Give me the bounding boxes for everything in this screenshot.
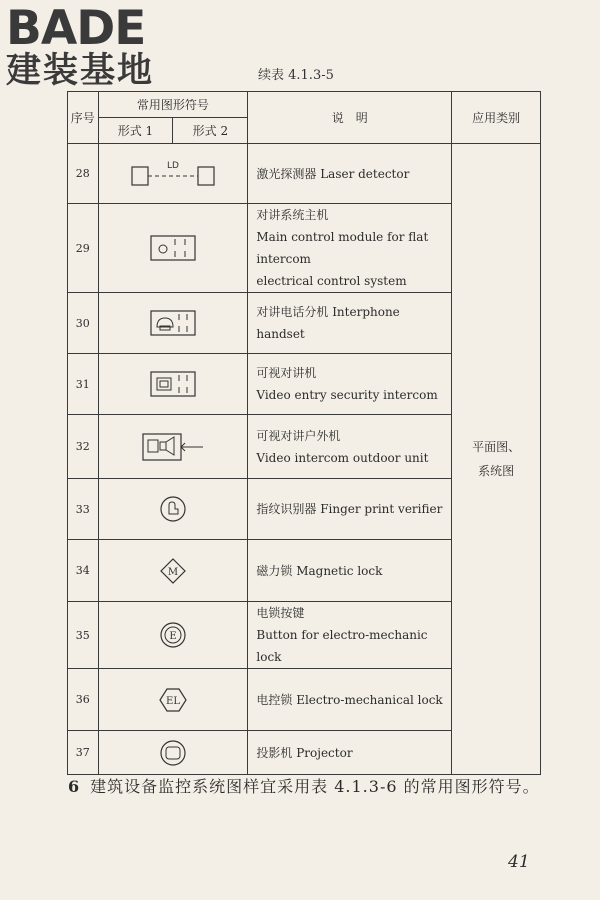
- page-number: 41: [508, 852, 530, 872]
- row-desc: 对讲电话分机 Interphone handset: [256, 305, 400, 341]
- row-number: 32: [68, 415, 99, 479]
- row-desc: 投影机 Projector: [256, 745, 353, 760]
- electro-mechanical-lock-icon: [157, 685, 189, 715]
- electro-lock-button-icon: [158, 620, 188, 650]
- laser-detector-label: LD: [166, 160, 179, 171]
- logo-text-en: BADE: [6, 1, 146, 56]
- magnetic-lock-label: M: [167, 566, 179, 578]
- category-cell: [452, 144, 541, 775]
- row-desc: 电锁按键: [256, 606, 305, 620]
- row-desc: 磁力锁 Magnetic lock: [256, 563, 383, 578]
- body-paragraph: [68, 772, 548, 802]
- header-form2: 形式 2: [173, 118, 248, 144]
- video-intercom-outdoor-icon: [141, 431, 205, 463]
- table-title: 续表 4.1.3-5: [258, 68, 334, 83]
- row-desc: 激光探测器 Laser detector: [256, 166, 410, 181]
- category-line2: 系统图: [478, 464, 515, 478]
- row-desc-en: Video intercom outdoor unit: [256, 450, 429, 465]
- laser-detector-icon: [130, 159, 216, 189]
- row-number: 30: [68, 293, 99, 354]
- row-number: 37: [68, 731, 99, 775]
- paragraph-number: 6: [68, 777, 81, 796]
- video-intercom-icon: [149, 370, 197, 398]
- brand-logo: [6, 1, 178, 91]
- electro-mechanical-lock-label: EL: [165, 695, 180, 707]
- row-desc-en: Button for electro-mechanic lock: [256, 628, 428, 664]
- category-line1: 平面图、: [472, 440, 521, 454]
- paragraph-text: 建筑设备监控系统图样宜采用表 4.1.3-6 的常用图形符号。: [90, 777, 540, 796]
- electro-lock-button-label: E: [169, 631, 177, 642]
- intercom-main-module-icon: [149, 234, 197, 262]
- row-desc: 可视对讲机: [256, 366, 317, 380]
- row-desc: 电控锁 Electro-mechanical lock: [256, 692, 443, 707]
- row-number: 29: [68, 204, 99, 293]
- row-desc-en: Main control module for flat intercom: [256, 230, 429, 266]
- row-desc: 对讲系统主机: [256, 208, 329, 222]
- row-desc-en: Video entry security intercom: [256, 388, 438, 402]
- header-category: 应用类别: [452, 92, 541, 144]
- row-desc-en: electrical control system: [256, 274, 407, 288]
- row-number: 34: [68, 540, 99, 602]
- projector-icon: [158, 738, 188, 768]
- header-desc: 说 明: [248, 92, 452, 144]
- interphone-handset-icon: [149, 309, 197, 337]
- logo-text-cn: 建装基地: [6, 51, 155, 91]
- header-form1: 形式 1: [98, 118, 173, 144]
- row-number: 36: [68, 669, 99, 731]
- row-number: 35: [68, 602, 99, 669]
- row-desc: 指纹识别器 Finger print verifier: [256, 502, 443, 516]
- symbol-table: [67, 91, 541, 775]
- magnetic-lock-icon: [158, 556, 188, 586]
- row-number: 33: [68, 479, 99, 540]
- header-no: 序号: [68, 92, 99, 144]
- row-number: 28: [68, 144, 99, 204]
- row-desc: 可视对讲户外机: [256, 428, 341, 443]
- header-symbols: 常用图形符号: [98, 92, 248, 118]
- fingerprint-verifier-icon: [158, 494, 188, 524]
- table-row: [68, 144, 541, 204]
- row-number: 31: [68, 354, 99, 415]
